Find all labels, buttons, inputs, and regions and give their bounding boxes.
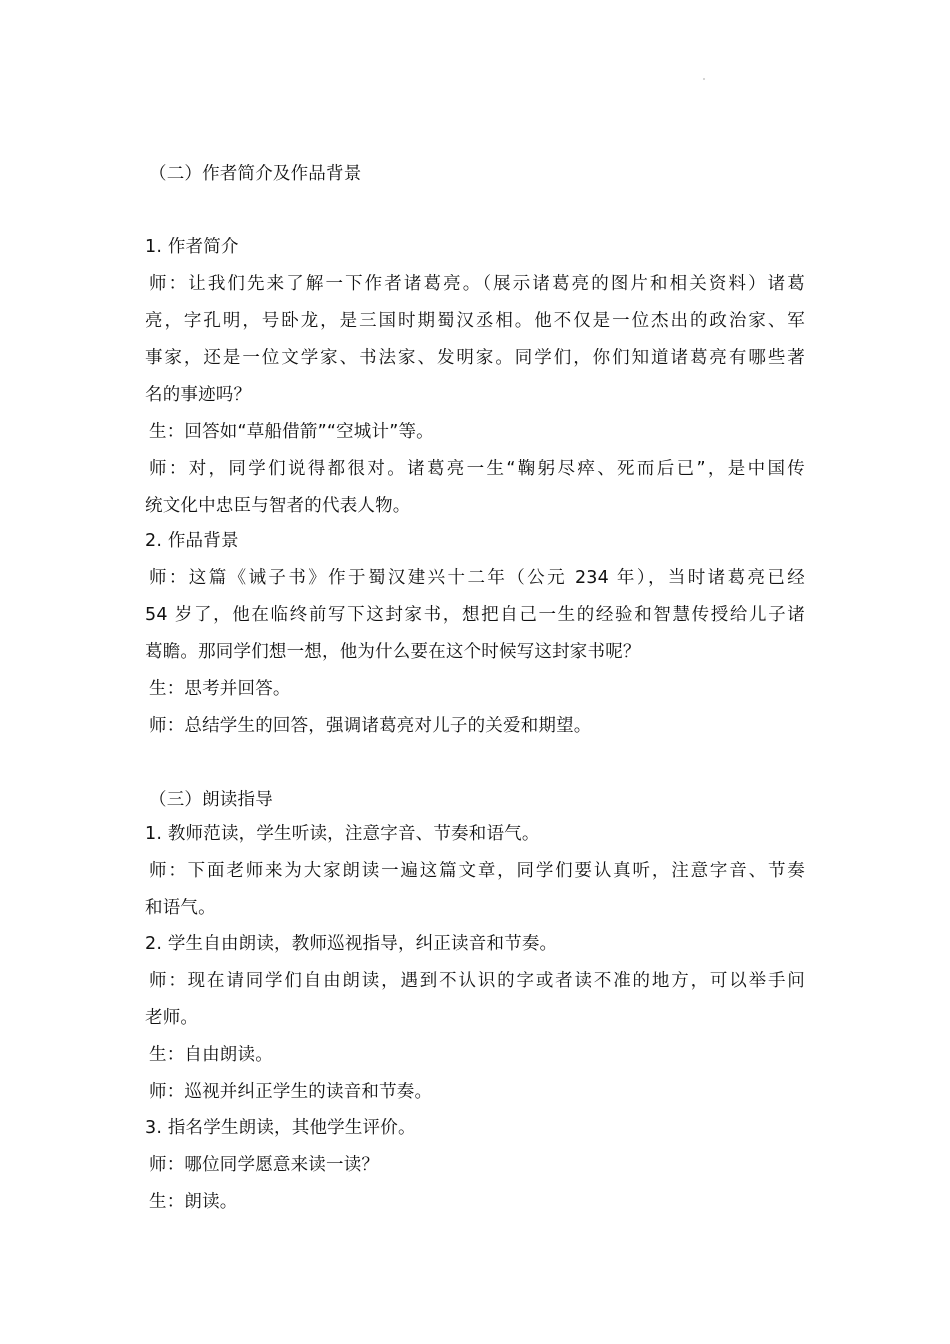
- paragraph-line: 师：让我们先来了解一下作者诸葛亮。（展示诸葛亮的图片和相关资料）诸葛: [149, 274, 805, 294]
- subheading-author-intro: 1. 作者简介: [145, 237, 239, 257]
- paragraph-line: 名的事迹吗？: [145, 385, 252, 405]
- paragraph-line: 师：巡视并纠正学生的读音和节奏。: [149, 1082, 433, 1102]
- paragraph-line: 师：这篇《诫子书》作于蜀汉建兴十二年（公元 234 年），当时诸葛亮已经: [149, 568, 805, 588]
- paragraph-line: 生：回答如“草船借箭”“空城计”等。: [149, 422, 434, 442]
- paragraph-line: 生：自由朗读。: [149, 1045, 273, 1065]
- paragraph-line: 亮，字孔明，号卧龙，是三国时期蜀汉丞相。他不仅是一位杰出的政治家、军: [145, 311, 805, 331]
- step-heading: 1. 教师范读，学生听读，注意字音、节奏和语气。: [145, 824, 540, 844]
- page-mark: [703, 78, 705, 80]
- paragraph-line: 师：下面老师来为大家朗读一遍这篇文章，同学们要认真听，注意字音、节奏: [149, 861, 805, 881]
- section-heading-author-background: （二）作者简介及作品背景: [149, 164, 362, 184]
- paragraph-line: 师：对，同学们说得都很对。诸葛亮一生“鞠躬尽瘁、死而后已”，是中国传: [149, 459, 805, 479]
- paragraph-line: 葛瞻。那同学们想一想，他为什么要在这个时候写这封家书呢？: [145, 642, 641, 662]
- paragraph-line: 师：哪位同学愿意来读一读？: [149, 1155, 380, 1175]
- subheading-work-background: 2. 作品背景: [145, 531, 239, 551]
- paragraph-line: 事家，还是一位文学家、书法家、发明家。同学们，你们知道诸葛亮有哪些著: [145, 348, 805, 368]
- step-heading: 2. 学生自由朗读，教师巡视指导，纠正读音和节奏。: [145, 934, 558, 954]
- paragraph-line: 统文化中忠臣与智者的代表人物。: [145, 496, 411, 516]
- paragraph-line: 老师。: [145, 1008, 199, 1028]
- section-heading-reading-guidance: （三）朗读指导: [149, 790, 273, 810]
- paragraph-line: 54 岁了，他在临终前写下这封家书，想把自己一生的经验和智慧传授给儿子诸: [145, 605, 805, 625]
- paragraph-line: 和语气。: [145, 898, 216, 918]
- paragraph-line: 生：朗读。: [149, 1192, 238, 1212]
- paragraph-line: 生：思考并回答。: [149, 679, 291, 699]
- paragraph-line: 师：现在请同学们自由朗读，遇到不认识的字或者读不准的地方，可以举手问: [149, 971, 805, 991]
- step-heading: 3. 指名学生朗读，其他学生评价。: [145, 1118, 416, 1138]
- paragraph-line: 师：总结学生的回答，强调诸葛亮对儿子的关爱和期望。: [149, 716, 592, 736]
